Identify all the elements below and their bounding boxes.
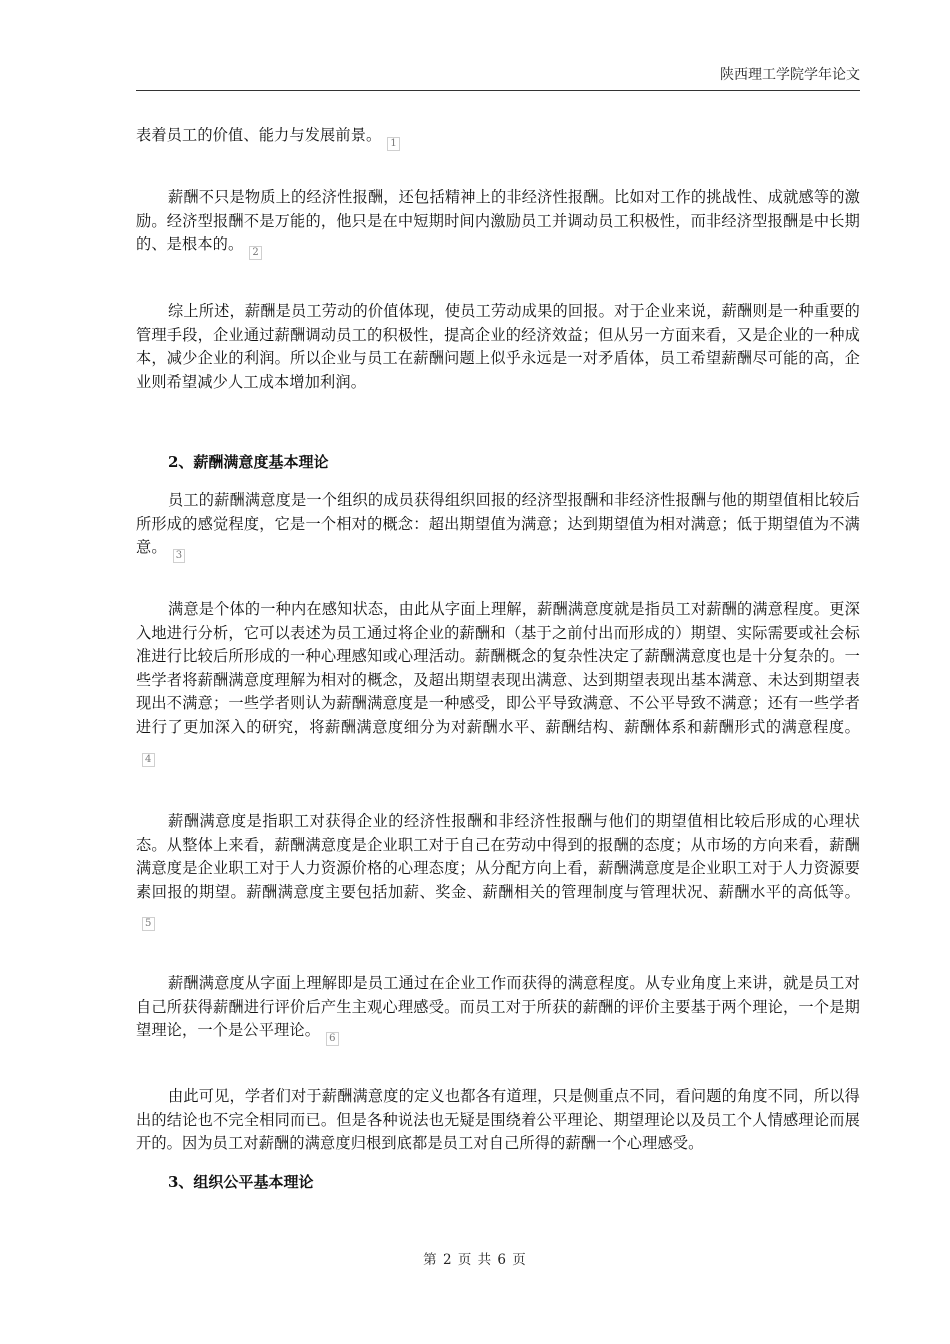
paragraph-continuation: 表着员工的价值、能力与发展前景。 1 [136,124,860,151]
citation-marker[interactable]: 2 [249,246,262,260]
header-rule [136,90,860,91]
paragraph: 薪酬满意度是指职工对获得企业的经济性报酬和非经济性报酬与他们的期望值相比较后形成的心理状态。从整体上来看，薪酬满意度是企业职工对于自己在劳动中得到的报酬的态度；从市场的方向来看，薪酬满意度是企业职工对于人力资源价格的心理态度；从分配方向上看，薪酬满意度是企业职工对于人力资源要素回报的期望。薪酬满意度主要包括加薪、奖金、薪酬相关的管理制度与管理状况、薪酬水平的高低等。5 [136,812,860,930]
paragraph: 由此可见，学者们对于薪酬满意度的定义也都各有道理，只是侧重点不同，看问题的角度不同，所以得出的结论也不完全相同而已。但是各种说法也无疑是围绕着公平理论、期望理论以及员工个人情感理论而展开的。因为员工对薪酬的满意度归根到底都是员工对自己所得的薪酬一个心理感受。 [136,1087,860,1153]
page-number: 第 2 页 共 6 页 [423,1252,527,1268]
paragraph: 满意是个体的一种内在感知状态，由此从字面上理解，薪酬满意度就是指员工对薪酬的满意程度。更深入地进行分析，它可以表述为员工通过将企业的薪酬和（基于之前付出而形成的）期望、实际需要或社会标准进行比较后所形成的一种心理感知或心理活动。薪酬概念的复杂性决定了薪酬满意度也是十分复杂的。一些学者将薪酬满意度理解为相对的概念，及超出期望表现出满意、达到期望表现出基本满意、未达到期望表现出不满意；一些学者则认为薪酬满意度是一种感受，即公平导致满意、不公平导致不满意；还有一些学者进行了更加深入的研究，将薪酬满意度细分为对薪酬水平、薪酬结构、薪酬体系和薪酬形式的满意程度。4 [136,600,860,765]
paragraph: 综上所述，薪酬是员工劳动的价值体现，使员工劳动成果的回报。对于企业来说，薪酬则是一种重要的管理手段，企业通过薪酬调动员工的积极性，提高企业的经济效益；但从另一方面来看，又是企业的一种成本，减少企业的利润。所以企业与员工在薪酬问题上似乎永远是一对矛盾体，员工希望薪酬尽可能的高，企业则希望减少人工成本增加利润。 [136,302,860,391]
section-heading: 2、薪酬满意度基本理论 [168,453,329,471]
citation-marker[interactable]: 4 [142,753,155,767]
paragraph: 薪酬不只是物质上的经济性报酬，还包括精神上的非经济性报酬。比如对工作的挑战性、成就感等的激励。经济型报酬不是万能的，他只是在中短期时间内激励员工并调动员工积极性，而非经济型报酬是中长期的、是根本的。 2 [136,188,860,259]
citation-marker[interactable]: 5 [142,917,155,931]
citation-marker[interactable]: 6 [326,1032,339,1046]
section-heading: 3、组织公平基本理论 [168,1173,314,1191]
paragraph: 员工的薪酬满意度是一个组织的成员获得组织回报的经济型报酬和非经济性报酬与他的期望值相比较后所形成的感觉程度，它是一个相对的概念：超出期望值为满意；达到期望值为相对满意；低于期望值为不满意。 3 [136,491,860,562]
citation-marker[interactable]: 3 [173,549,186,563]
paragraph: 薪酬满意度从字面上理解即是员工通过在企业工作而获得的满意程度。从专业角度上来讲，就是员工对自己所获得薪酬进行评价后产生主观心理感受。而员工对于所获的薪酬的评价主要基于两个理论，一个是期望理论，一个是公平理论。 6 [136,974,860,1045]
running-header: 陕西理工学院学年论文 [720,67,860,83]
citation-marker[interactable]: 1 [387,137,400,151]
